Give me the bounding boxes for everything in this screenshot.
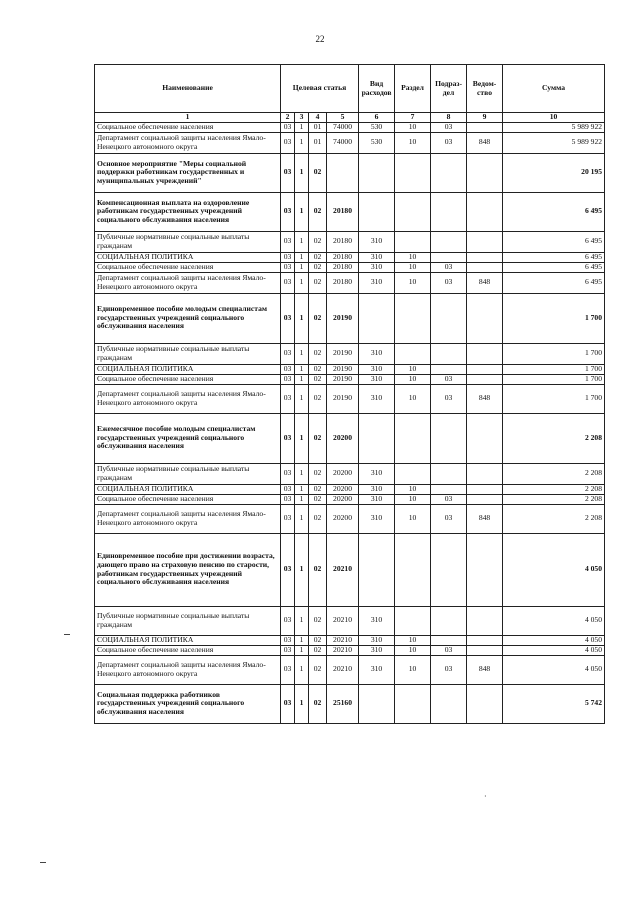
header-podrazdel: Подраз-дел: [431, 65, 467, 113]
cell-c2: 1: [295, 384, 309, 413]
cell-c1: 03: [281, 364, 295, 374]
cell-name: Департамент социальной защиты населения Ямало-Ненецкого автономного округа: [95, 272, 281, 293]
cell-podrazdel: [431, 606, 467, 635]
cell-sum: 6 495: [503, 192, 605, 231]
cell-c3: 02: [309, 463, 327, 484]
cell-c2: 1: [295, 364, 309, 374]
cell-c1: 03: [281, 132, 295, 153]
cell-name: Социальная поддержка работников государственных учреждений социального обслуживания населения: [95, 684, 281, 723]
cell-razdel: [395, 231, 431, 252]
cell-name: Департамент социальной защиты населения Ямало-Ненецкого автономного округа: [95, 384, 281, 413]
cell-razdel: 10: [395, 484, 431, 494]
cell-sum: 5 989 922: [503, 122, 605, 132]
cell-name: Ежемесячное пособие молодым специалистам государственных учреждений социального обслуживания населения: [95, 413, 281, 463]
cell-c2: 1: [295, 122, 309, 132]
margin-mark: [40, 862, 46, 863]
cell-c1: 03: [281, 413, 295, 463]
cell-c2: 1: [295, 533, 309, 606]
cell-podrazdel: [431, 252, 467, 262]
cell-vid: [359, 684, 395, 723]
cell-razdel: 10: [395, 655, 431, 684]
table-row: [95, 192, 605, 231]
cell-c4: 74000: [327, 132, 359, 153]
cell-c3: 02: [309, 364, 327, 374]
cell-podrazdel: 03: [431, 504, 467, 533]
table-row: [95, 364, 605, 374]
cell-ved: [467, 645, 503, 655]
cell-razdel: 10: [395, 364, 431, 374]
cell-name: СОЦИАЛЬНАЯ ПОЛИТИКА: [95, 252, 281, 262]
column-number-row: [95, 113, 605, 123]
cell-c4: 20200: [327, 494, 359, 504]
cell-podrazdel: [431, 293, 467, 343]
cell-c4: 20180: [327, 231, 359, 252]
cell-sum: 1 700: [503, 384, 605, 413]
table-row: [95, 272, 605, 293]
cell-sum: 2 208: [503, 504, 605, 533]
cell-c1: 03: [281, 533, 295, 606]
cell-ved: 848: [467, 655, 503, 684]
cell-vid: 310: [359, 262, 395, 272]
cell-ved: [467, 231, 503, 252]
cell-c2: 1: [295, 262, 309, 272]
cell-c4: 20200: [327, 463, 359, 484]
cell-c4: 20200: [327, 504, 359, 533]
cell-podrazdel: [431, 192, 467, 231]
cell-name: Основное мероприятие "Меры социальной поддержки работникам государственных и муниципальных учреждений": [95, 153, 281, 192]
cell-c4: 20210: [327, 655, 359, 684]
cell-sum: 6 495: [503, 252, 605, 262]
cell-sum: 4 050: [503, 635, 605, 645]
cell-ved: [467, 533, 503, 606]
cell-name: Социальное обеспечение населения: [95, 262, 281, 272]
cell-sum: 4 050: [503, 645, 605, 655]
cell-name: Публичные нормативные социальные выплаты гражданам: [95, 463, 281, 484]
table-row: [95, 231, 605, 252]
cell-c3: 02: [309, 655, 327, 684]
cell-c1: 03: [281, 293, 295, 343]
cell-vid: 310: [359, 252, 395, 262]
cell-vid: [359, 413, 395, 463]
table-row: [95, 635, 605, 645]
cell-c1: 03: [281, 252, 295, 262]
cell-c2: 1: [295, 606, 309, 635]
cell-razdel: 10: [395, 645, 431, 655]
cell-podrazdel: [431, 635, 467, 645]
cell-ved: [467, 122, 503, 132]
cell-vid: 310: [359, 484, 395, 494]
stray-mark: ·: [484, 792, 487, 801]
cell-vid: 310: [359, 494, 395, 504]
cell-c1: 03: [281, 484, 295, 494]
cell-name: СОЦИАЛЬНАЯ ПОЛИТИКА: [95, 364, 281, 374]
cell-c3: 02: [309, 533, 327, 606]
cell-razdel: 10: [395, 272, 431, 293]
table-row: [95, 384, 605, 413]
cell-podrazdel: [431, 231, 467, 252]
cell-podrazdel: [431, 484, 467, 494]
cell-c3: 02: [309, 252, 327, 262]
cell-vid: 310: [359, 606, 395, 635]
cell-ved: [467, 494, 503, 504]
table-row: [95, 606, 605, 635]
cell-razdel: 10: [395, 494, 431, 504]
cell-c4: 20190: [327, 364, 359, 374]
cell-vid: 310: [359, 655, 395, 684]
cell-vid: [359, 153, 395, 192]
cell-name: Единовременное пособие молодым специалистам государственных учреждений социального обслуживания населения: [95, 293, 281, 343]
table-row: [95, 504, 605, 533]
cell-c4: 20210: [327, 645, 359, 655]
cell-razdel: [395, 413, 431, 463]
cell-c2: 1: [295, 463, 309, 484]
cell-podrazdel: [431, 463, 467, 484]
cell-sum: 4 050: [503, 533, 605, 606]
cell-c3: 02: [309, 192, 327, 231]
cell-podrazdel: 03: [431, 655, 467, 684]
cell-podrazdel: [431, 684, 467, 723]
cell-c2: 1: [295, 413, 309, 463]
cell-name: Публичные нормативные социальные выплаты гражданам: [95, 606, 281, 635]
cell-podrazdel: 03: [431, 272, 467, 293]
cell-sum: 5 742: [503, 684, 605, 723]
cell-sum: 4 050: [503, 655, 605, 684]
cell-c4: 20180: [327, 192, 359, 231]
cell-razdel: 10: [395, 384, 431, 413]
cell-c4: 74000: [327, 122, 359, 132]
cell-c2: 1: [295, 293, 309, 343]
cell-vid: [359, 192, 395, 231]
cell-c1: 03: [281, 153, 295, 192]
budget-table: [94, 64, 605, 724]
cell-ved: [467, 192, 503, 231]
cell-c2: 1: [295, 231, 309, 252]
cell-vid: 310: [359, 272, 395, 293]
cell-razdel: 10: [395, 262, 431, 272]
cell-c3: 02: [309, 635, 327, 645]
column-number: 7: [395, 113, 431, 123]
cell-c4: 20210: [327, 606, 359, 635]
cell-c3: 02: [309, 384, 327, 413]
cell-c4: 20190: [327, 293, 359, 343]
cell-ved: [467, 606, 503, 635]
cell-sum: 6 495: [503, 262, 605, 272]
cell-c2: 1: [295, 655, 309, 684]
margin-mark: [64, 634, 70, 635]
cell-sum: 5 989 922: [503, 132, 605, 153]
cell-c1: 03: [281, 192, 295, 231]
cell-c3: 02: [309, 343, 327, 364]
cell-c4: 20180: [327, 262, 359, 272]
cell-c2: 1: [295, 484, 309, 494]
cell-c1: 03: [281, 272, 295, 293]
table-row: [95, 293, 605, 343]
cell-vid: 310: [359, 384, 395, 413]
cell-razdel: [395, 153, 431, 192]
cell-razdel: 10: [395, 635, 431, 645]
cell-razdel: [395, 293, 431, 343]
cell-c3: 01: [309, 122, 327, 132]
cell-vid: 310: [359, 231, 395, 252]
column-number: 10: [503, 113, 605, 123]
cell-ved: [467, 262, 503, 272]
cell-vid: 530: [359, 122, 395, 132]
header-vid: Вид расходов: [359, 65, 395, 113]
cell-c2: 1: [295, 374, 309, 384]
header-row: [95, 65, 605, 113]
cell-podrazdel: 03: [431, 132, 467, 153]
cell-podrazdel: [431, 533, 467, 606]
cell-razdel: [395, 463, 431, 484]
cell-podrazdel: 03: [431, 645, 467, 655]
cell-c2: 1: [295, 494, 309, 504]
table-row: [95, 262, 605, 272]
column-number: 8: [431, 113, 467, 123]
cell-ved: [467, 293, 503, 343]
cell-c3: 02: [309, 484, 327, 494]
cell-sum: 20 195: [503, 153, 605, 192]
cell-c3: 02: [309, 413, 327, 463]
cell-sum: 2 208: [503, 484, 605, 494]
page-number: 22: [315, 34, 325, 44]
cell-vid: 310: [359, 343, 395, 364]
cell-sum: 1 700: [503, 293, 605, 343]
cell-podrazdel: 03: [431, 384, 467, 413]
cell-ved: [467, 252, 503, 262]
cell-c1: 03: [281, 231, 295, 252]
header-name: Наименование: [95, 65, 281, 113]
table-row: [95, 645, 605, 655]
cell-c1: 03: [281, 684, 295, 723]
table-row: [95, 252, 605, 262]
cell-name: Социальное обеспечение населения: [95, 645, 281, 655]
cell-c2: 1: [295, 252, 309, 262]
cell-sum: 2 208: [503, 413, 605, 463]
table-row: [95, 463, 605, 484]
cell-vid: 310: [359, 364, 395, 374]
cell-podrazdel: 03: [431, 494, 467, 504]
column-number: 3: [295, 113, 309, 123]
column-number: 6: [359, 113, 395, 123]
cell-c4: 20200: [327, 413, 359, 463]
cell-podrazdel: [431, 413, 467, 463]
cell-name: Социальное обеспечение населения: [95, 122, 281, 132]
cell-c2: 1: [295, 272, 309, 293]
header-target: Целевая статья: [281, 65, 359, 113]
cell-c3: 02: [309, 293, 327, 343]
cell-vid: 310: [359, 504, 395, 533]
table-row: [95, 343, 605, 364]
cell-name: СОЦИАЛЬНАЯ ПОЛИТИКА: [95, 484, 281, 494]
table-row: [95, 122, 605, 132]
cell-razdel: 10: [395, 504, 431, 533]
cell-ved: 848: [467, 384, 503, 413]
cell-podrazdel: 03: [431, 374, 467, 384]
cell-c2: 1: [295, 153, 309, 192]
cell-c4: 20180: [327, 252, 359, 262]
cell-name: Департамент социальной защиты населения Ямало-Ненецкого автономного округа: [95, 132, 281, 153]
cell-podrazdel: 03: [431, 262, 467, 272]
cell-sum: 1 700: [503, 343, 605, 364]
table-row: [95, 533, 605, 606]
cell-c1: 03: [281, 635, 295, 645]
cell-vid: 310: [359, 635, 395, 645]
cell-razdel: 10: [395, 122, 431, 132]
cell-name: СОЦИАЛЬНАЯ ПОЛИТИКА: [95, 635, 281, 645]
cell-c4: 20210: [327, 533, 359, 606]
table-row: [95, 374, 605, 384]
cell-vid: 530: [359, 132, 395, 153]
cell-c4: 20190: [327, 384, 359, 413]
cell-sum: 1 700: [503, 364, 605, 374]
cell-c1: 03: [281, 494, 295, 504]
cell-c3: 02: [309, 231, 327, 252]
table-row: [95, 655, 605, 684]
cell-vid: [359, 293, 395, 343]
cell-c1: 03: [281, 374, 295, 384]
cell-vid: 310: [359, 374, 395, 384]
cell-c1: 03: [281, 343, 295, 364]
table-row: [95, 132, 605, 153]
cell-podrazdel: [431, 343, 467, 364]
cell-sum: 6 495: [503, 231, 605, 252]
column-number: 1: [95, 113, 281, 123]
cell-ved: [467, 343, 503, 364]
cell-c3: 02: [309, 606, 327, 635]
cell-name: Социальное обеспечение населения: [95, 374, 281, 384]
cell-c1: 03: [281, 384, 295, 413]
cell-razdel: [395, 533, 431, 606]
cell-c1: 03: [281, 262, 295, 272]
cell-sum: 4 050: [503, 606, 605, 635]
cell-c4: 20180: [327, 272, 359, 293]
cell-sum: 2 208: [503, 463, 605, 484]
cell-ved: [467, 484, 503, 494]
cell-c3: 02: [309, 374, 327, 384]
cell-c2: 1: [295, 132, 309, 153]
cell-c3: 02: [309, 494, 327, 504]
cell-ved: 848: [467, 504, 503, 533]
cell-razdel: 10: [395, 132, 431, 153]
header-summa: Сумма: [503, 65, 605, 113]
cell-ved: [467, 364, 503, 374]
table-row: [95, 494, 605, 504]
cell-name: Департамент социальной защиты населения Ямало-Ненецкого автономного округа: [95, 504, 281, 533]
cell-c4: 20190: [327, 374, 359, 384]
table-body: [95, 122, 605, 723]
cell-c3: 02: [309, 272, 327, 293]
cell-c4: 25160: [327, 684, 359, 723]
cell-sum: 6 495: [503, 272, 605, 293]
cell-vid: 310: [359, 645, 395, 655]
cell-c4: 20200: [327, 484, 359, 494]
cell-razdel: [395, 684, 431, 723]
cell-c1: 03: [281, 655, 295, 684]
cell-c3: 02: [309, 504, 327, 533]
cell-c2: 1: [295, 645, 309, 655]
cell-razdel: 10: [395, 374, 431, 384]
cell-name: Социальное обеспечение населения: [95, 494, 281, 504]
column-number: 2: [281, 113, 295, 123]
cell-c3: 02: [309, 645, 327, 655]
cell-podrazdel: 03: [431, 122, 467, 132]
cell-ved: 848: [467, 132, 503, 153]
cell-c1: 03: [281, 504, 295, 533]
table-row: [95, 484, 605, 494]
cell-c2: 1: [295, 684, 309, 723]
cell-podrazdel: [431, 364, 467, 374]
cell-podrazdel: [431, 153, 467, 192]
cell-name: Публичные нормативные социальные выплаты гражданам: [95, 343, 281, 364]
cell-c3: 02: [309, 684, 327, 723]
cell-ved: [467, 635, 503, 645]
cell-vid: [359, 533, 395, 606]
cell-sum: 1 700: [503, 374, 605, 384]
cell-ved: [467, 463, 503, 484]
cell-razdel: [395, 606, 431, 635]
column-number: 4: [309, 113, 327, 123]
cell-name: Департамент социальной защиты населения Ямало-Ненецкого автономного округа: [95, 655, 281, 684]
cell-c2: 1: [295, 343, 309, 364]
table-row: [95, 153, 605, 192]
cell-c1: 03: [281, 463, 295, 484]
cell-razdel: [395, 343, 431, 364]
cell-razdel: [395, 192, 431, 231]
cell-c2: 1: [295, 635, 309, 645]
cell-ved: [467, 153, 503, 192]
cell-c3: 02: [309, 153, 327, 192]
cell-c3: 01: [309, 132, 327, 153]
cell-c4: 20210: [327, 635, 359, 645]
cell-c4: 20190: [327, 343, 359, 364]
header-vedomstvo: Ведом-ство: [467, 65, 503, 113]
cell-c4: [327, 153, 359, 192]
cell-c3: 02: [309, 262, 327, 272]
header-razdel: Раздел: [395, 65, 431, 113]
cell-name: Единовременное пособие при достижении возраста, дающего право на страховую пенсию по старости, работникам государственных учреждений социального обслуживания населения: [95, 533, 281, 606]
table-row: [95, 413, 605, 463]
cell-ved: 848: [467, 272, 503, 293]
cell-ved: [467, 374, 503, 384]
cell-name: Компенсационная выплата на оздоровление работникам государственных учреждений социального обслуживания населения: [95, 192, 281, 231]
column-number: 5: [327, 113, 359, 123]
cell-vid: 310: [359, 463, 395, 484]
cell-c1: 03: [281, 606, 295, 635]
column-number: 9: [467, 113, 503, 123]
cell-c1: 03: [281, 645, 295, 655]
cell-c2: 1: [295, 192, 309, 231]
cell-c2: 1: [295, 504, 309, 533]
cell-c1: 03: [281, 122, 295, 132]
cell-sum: 2 208: [503, 494, 605, 504]
table-row: [95, 684, 605, 723]
cell-name: Публичные нормативные социальные выплаты гражданам: [95, 231, 281, 252]
cell-ved: [467, 413, 503, 463]
cell-ved: [467, 684, 503, 723]
cell-razdel: 10: [395, 252, 431, 262]
